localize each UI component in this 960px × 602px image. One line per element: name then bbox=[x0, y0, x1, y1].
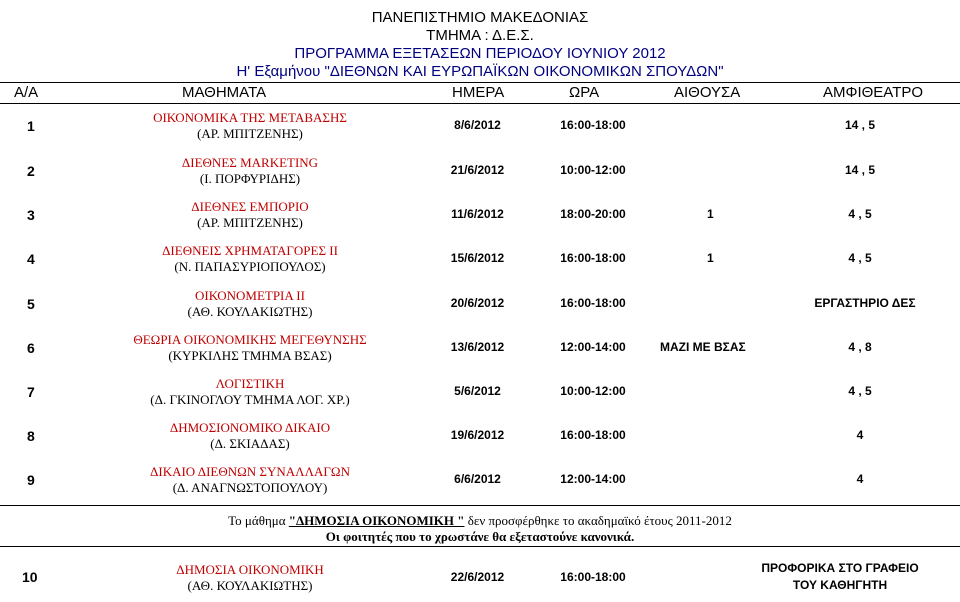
exam-date: 20/6/2012 bbox=[450, 296, 505, 310]
exam-date: 8/6/2012 bbox=[454, 118, 501, 132]
row-number: 9 bbox=[27, 472, 35, 488]
subject-cell bbox=[100, 464, 400, 496]
program-title: ΠΡΟΓΡΑΜΜΑ ΕΞΕΤΑΣΕΩΝ ΠΕΡΙΟΔΟΥ ΙΟΥΝΙΟΥ 2012 bbox=[294, 45, 666, 62]
subject-cell bbox=[100, 562, 400, 594]
exam-hall: ΜΑΖΙ ΜΕ ΒΣΑΣ bbox=[660, 340, 746, 354]
row-number: 10 bbox=[22, 569, 38, 585]
header-bottom-border bbox=[0, 103, 960, 104]
column-header-num: Α/Α bbox=[14, 84, 39, 101]
subject-cell bbox=[100, 420, 400, 452]
subject-professor: (Ν. ΠΑΠΑΣΥΡΙΟΠΟΥΛΟΣ) bbox=[174, 259, 326, 274]
row-number: 1 bbox=[27, 118, 35, 134]
exam-time: 16:00-18:00 bbox=[560, 428, 626, 442]
row-number: 3 bbox=[27, 207, 35, 223]
row-number: 4 bbox=[27, 251, 35, 267]
note-top-border bbox=[0, 505, 960, 506]
subject-professor: (ΑΡ. ΜΠΙΤΖΕΝΗΣ) bbox=[197, 126, 303, 141]
subject-title: ΘΕΩΡΙΑ ΟΙΚΟΝΟΜΙΚΗΣ ΜΕΓΕΘΥΝΣΗΣ bbox=[133, 332, 367, 347]
note-line-2: Οι φοιτητές που το χρωστάνε θα εξεταστούνε κανονικά. bbox=[325, 529, 635, 544]
exam-date: 22/6/2012 bbox=[450, 570, 505, 584]
subject-title: ΔΙΕΘΝΕΣ ΕΜΠΟΡΙΟ bbox=[191, 199, 309, 214]
subject-cell bbox=[100, 199, 400, 231]
exam-time: 12:00-14:00 bbox=[560, 472, 626, 486]
exam-amphitheatre: 4 , 8 bbox=[848, 340, 872, 354]
exam-amphitheatre: 4 , 5 bbox=[848, 251, 872, 265]
row-number: 8 bbox=[27, 428, 35, 444]
exam-date: 6/6/2012 bbox=[454, 472, 501, 486]
exam-date: 13/6/2012 bbox=[450, 340, 505, 354]
subject-cell bbox=[100, 332, 400, 364]
subject-professor: (ΚΥΡΚΙΛΗΣ ΤΜΗΜΑ ΒΣΑΣ) bbox=[168, 348, 332, 363]
subject-title: ΔΙΚΑΙΟ ΔΙΕΘΝΩΝ ΣΥΝΑΛΛΑΓΩΝ bbox=[150, 464, 350, 479]
subject-professor: (Δ. ΣΚΙΑΔΑΣ) bbox=[210, 436, 290, 451]
column-header-date: ΗΜΕΡΑ bbox=[452, 84, 505, 101]
subject-professor: (ΑΡ. ΜΠΙΤΖΕΝΗΣ) bbox=[197, 215, 303, 230]
subject-professor: (ΑΘ. ΚΟΥΛΑΚΙΩΤΗΣ) bbox=[187, 578, 313, 593]
exam-date: 15/6/2012 bbox=[450, 251, 505, 265]
exam-time: 18:00-20:00 bbox=[560, 207, 626, 221]
column-header-time: ΩΡΑ bbox=[569, 84, 600, 101]
department-title: ΤΜΗΜΑ : Δ.Ε.Σ. bbox=[426, 27, 534, 44]
exam-amphitheatre: 4 bbox=[856, 428, 864, 442]
exam-hall: 1 bbox=[707, 207, 714, 221]
subject-title: ΛΟΓΙΣΤΙΚΗ bbox=[215, 376, 285, 391]
exam-amphitheatre: 14 , 5 bbox=[844, 163, 876, 177]
exam-amphitheatre: 4 , 5 bbox=[848, 384, 872, 398]
exam-time: 16:00-18:00 bbox=[560, 251, 626, 265]
subject-cell bbox=[100, 288, 400, 320]
subject-title: ΔΙΕΘΝΕΣ MARKETING bbox=[181, 155, 319, 170]
row-number: 2 bbox=[27, 163, 35, 179]
exam-time: 16:00-18:00 bbox=[560, 296, 626, 310]
note-line-1: Το μάθημα "ΔΗΜΟΣΙΑ ΟΙΚΟΝΟΜΙΚΗ " δεν προσφέρθηκε το ακαδημαϊκό έτους 2011-2012 bbox=[228, 513, 732, 528]
semester-title: Η' Εξαμήνου "ΔΙΕΘΝΩΝ ΚΑΙ ΕΥΡΩΠΑΪΚΩΝ ΟΙΚΟΝΟΜΙΚΩΝ ΣΠΟΥΔΩΝ" bbox=[236, 63, 724, 80]
subject-professor: (ΑΘ. ΚΟΥΛΑΚΙΩΤΗΣ) bbox=[187, 304, 313, 319]
exam-amphitheatre: 4 , 5 bbox=[848, 207, 872, 221]
subject-cell bbox=[100, 155, 400, 187]
subject-cell bbox=[100, 243, 400, 275]
exam-hall: 1 bbox=[707, 251, 714, 265]
row-number: 5 bbox=[27, 296, 35, 312]
row-number: 6 bbox=[27, 340, 35, 356]
exam-amphitheatre: ΠΡΟΦΟΡΙΚΑ ΣΤΟ ΓΡΑΦΕΙΟ ΤΟΥ ΚΑΘΗΓΗΤΗ bbox=[761, 561, 919, 592]
subject-title: ΟΙΚΟΝΟΜΙΚΑ ΤΗΣ ΜΕΤΑΒΑΣΗΣ bbox=[153, 110, 347, 125]
exam-time: 10:00-12:00 bbox=[560, 163, 626, 177]
subject-title: ΔΙΕΘΝΕΙΣ ΧΡΗΜΑΤΑΓΟΡΕΣ ΙΙ bbox=[162, 243, 338, 258]
subject-professor: (Ι. ΠΟΡΦΥΡΙΔΗΣ) bbox=[199, 171, 301, 186]
column-header-subject: ΜΑΘΗΜΑΤΑ bbox=[182, 84, 267, 101]
subject-cell bbox=[100, 110, 400, 142]
exam-date: 5/6/2012 bbox=[454, 384, 501, 398]
exam-date: 21/6/2012 bbox=[450, 163, 505, 177]
exam-amphitheatre: ΕΡΓΑΣΤΗΡΙΟ ΔΕΣ bbox=[814, 296, 916, 310]
exam-amphitheatre: 4 bbox=[856, 472, 864, 486]
exam-time: 12:00-14:00 bbox=[560, 340, 626, 354]
exam-time: 16:00-18:00 bbox=[560, 570, 626, 584]
column-header-hall: ΑΙΘΟΥΣΑ bbox=[674, 84, 741, 101]
column-header-amphitheatre: ΑΜΦΙΘΕΑΤΡΟ bbox=[823, 84, 924, 101]
subject-title: ΔΗΜΟΣΙΟΝΟΜΙΚΟ ΔΙΚΑΙΟ bbox=[169, 420, 331, 435]
note-bottom-border bbox=[0, 546, 960, 547]
subject-title: ΔΗΜΟΣΙΑ ΟΙΚΟΝΟΜΙΚΗ bbox=[176, 562, 324, 577]
subject-title: ΟΙΚΟΝΟΜΕΤΡΙΑ ΙΙ bbox=[195, 288, 305, 303]
exam-date: 19/6/2012 bbox=[450, 428, 505, 442]
exam-time: 10:00-12:00 bbox=[560, 384, 626, 398]
university-title: ΠΑΝΕΠΙΣΤΗΜΙΟ ΜΑΚΕΔΟΝΙΑΣ bbox=[371, 9, 589, 26]
exam-amphitheatre: 14 , 5 bbox=[844, 118, 876, 132]
row-number: 7 bbox=[27, 384, 35, 400]
exam-time: 16:00-18:00 bbox=[560, 118, 626, 132]
subject-cell bbox=[100, 376, 400, 408]
subject-professor: (Δ. ΓΚΙΝΟΓΛΟΥ ΤΜΗΜΑ ΛΟΓ. ΧΡ.) bbox=[150, 392, 350, 407]
subject-professor: (Δ. ΑΝΑΓΝΩΣΤΟΠΟΥΛΟΥ) bbox=[172, 480, 328, 495]
exam-date: 11/6/2012 bbox=[451, 207, 504, 221]
